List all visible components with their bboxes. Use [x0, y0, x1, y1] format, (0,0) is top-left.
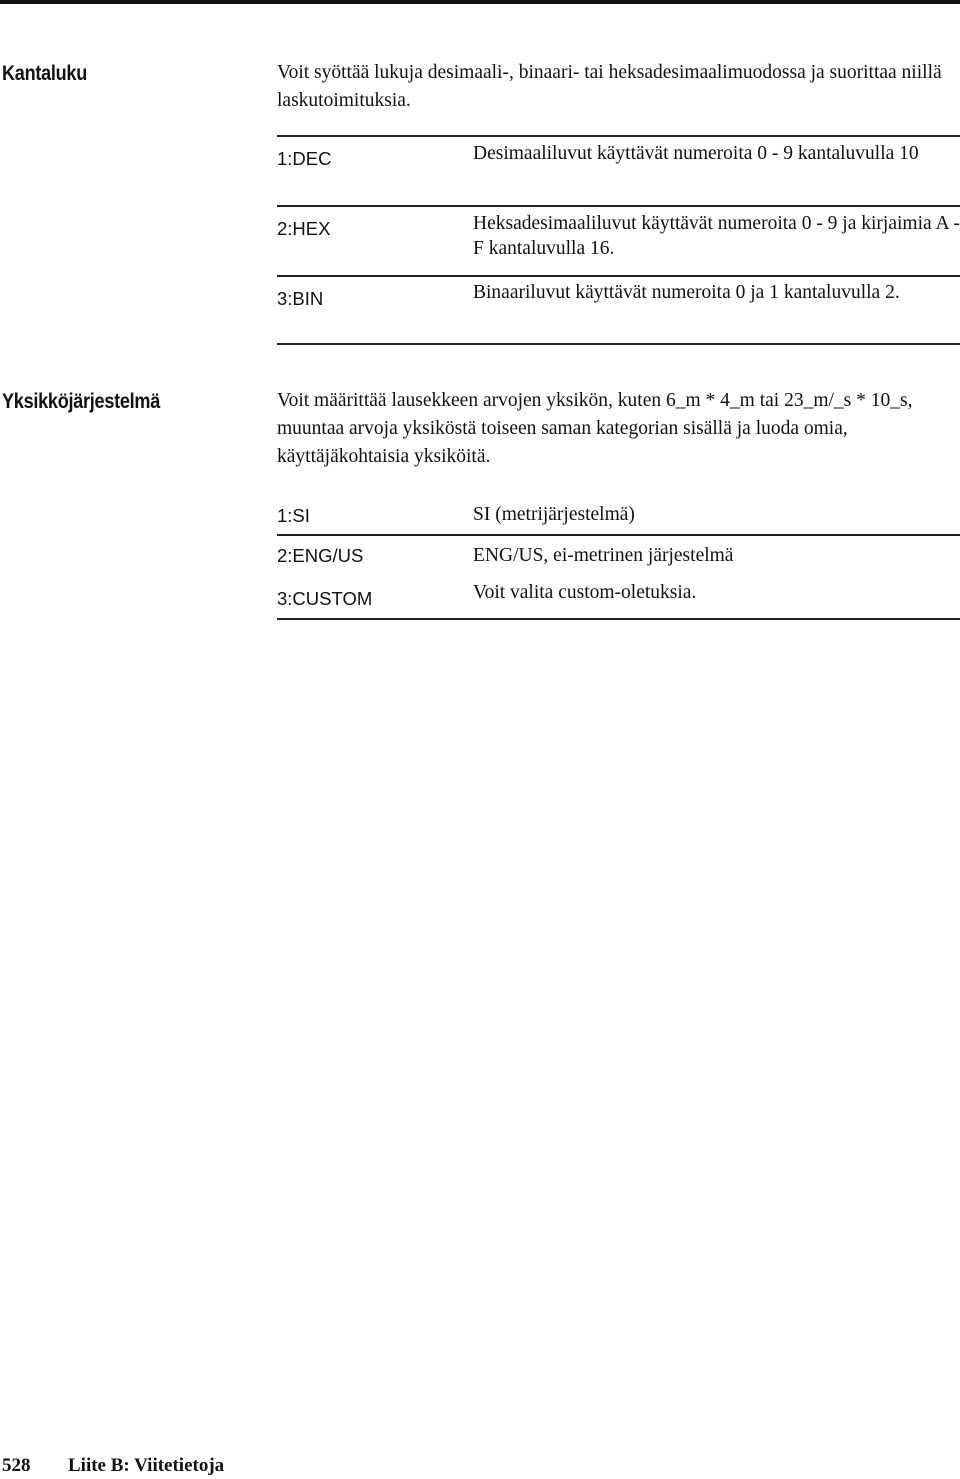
option-key: 1:DEC: [277, 148, 332, 169]
option-description: Desimaaliluvut käyttävät numeroita 0 - 9 kantaluvulla 10: [473, 143, 919, 164]
section-title-yksikkojarjestelma: Yksikköjärjestelmä: [2, 390, 161, 413]
option-row-eng-us: [277, 534, 960, 578]
option-key: 3:BIN: [277, 288, 324, 309]
option-key: 2:HEX: [277, 218, 331, 239]
kantaluku-options-table: [277, 135, 960, 345]
section-intro-kantaluku: Voit syöttää lukuja desimaali-, binaari- tai heksadesimaalimuodossa ja suorittaa niillä laskutoimituksia.: [277, 62, 942, 111]
section-title-kantaluku: Kantaluku: [2, 62, 87, 85]
section-intro-yksikkojarjestelma: Voit määrittää lausekkeen arvojen yksikön, kuten 6_m * 4_m tai 23_m/_s * 10_s, muuntaa arvoja yksiköstä toiseen saman kategorian sisällä ja luoda omia, käyttäjäkohtaisia yksiköitä.: [277, 390, 913, 467]
page-number: 528: [2, 1455, 31, 1476]
option-row-si: [277, 498, 960, 534]
option-description: ENG/US, ei-metrinen järjestelmä: [473, 545, 734, 566]
option-row-dec: [277, 135, 960, 205]
yksikkojarjestelma-options-table: [277, 498, 960, 620]
option-row-bin: [277, 275, 960, 345]
option-description: SI (metrijärjestelmä): [473, 504, 635, 525]
option-row-hex: [277, 205, 960, 275]
option-description: Voit valita custom-oletuksia.: [473, 582, 697, 603]
option-key: 3:CUSTOM: [277, 588, 373, 609]
option-row-custom: [277, 578, 960, 620]
option-description: Heksadesimaaliluvut käyttävät numeroita 0 - 9 ja kirjaimia A - F kantaluvulla 16.: [473, 213, 960, 259]
top-rule: [0, 0, 960, 4]
option-description: Binaariluvut käyttävät numeroita 0 ja 1 kantaluvulla 2.: [473, 282, 900, 303]
option-key: 1:SI: [277, 505, 310, 526]
page-footer: [2, 1454, 224, 1478]
option-key: 2:ENG/US: [277, 545, 364, 566]
chapter-title: Liite B: Viitetietoja: [68, 1455, 225, 1476]
